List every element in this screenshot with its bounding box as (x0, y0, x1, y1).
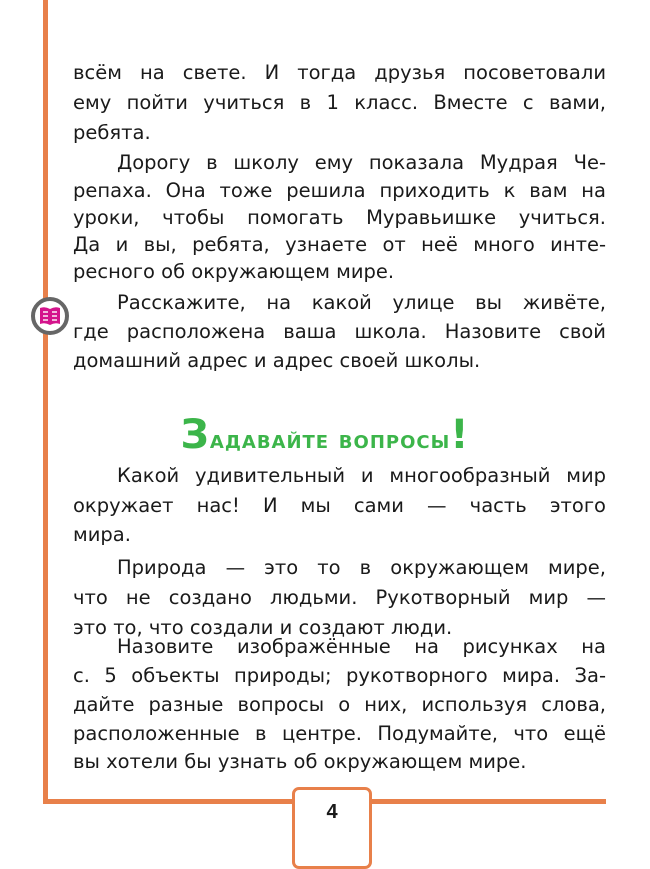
page-number (292, 787, 372, 869)
text-line: это то, что создали и создают люди. (73, 616, 453, 639)
text-line: Дорогу в школу ему показала Мудрая Че- (117, 151, 606, 174)
text-line: всём на свете. И тогда друзья посоветовали (73, 61, 606, 84)
text-line: с. 5 объекты природы; рукотворного мира. За- (73, 664, 606, 687)
heading-initial: З (180, 412, 210, 458)
text-line: что не создано людьми. Рукотворный мир — (73, 586, 606, 609)
text-line: мира. (73, 523, 131, 546)
section-heading (0, 412, 650, 458)
page-number-text: 4 (326, 801, 338, 823)
margin-line (43, 0, 48, 803)
book-icon (31, 297, 69, 335)
text-line: Расскажите, на какой улице вы живёте, (117, 291, 606, 314)
text-line: ресного об окружающем мире. (73, 260, 395, 283)
text-line: вы хотели бы узнать об окружающем мире. (73, 750, 527, 773)
text-line: дайте разные вопросы о них, используя слова, (73, 693, 606, 716)
text-line: репаха. Она тоже решила приходить к вам на (73, 179, 606, 202)
heading-text: адавайте вопросы (209, 425, 451, 454)
text-line: где расположена ваша школа. Назовите свой (73, 320, 606, 343)
text-line: уроки, чтобы помогать Муравьишке учиться. (73, 206, 606, 229)
heading-bang: ! (450, 412, 470, 458)
text-line: домашний адрес и адрес своей школы. (73, 349, 481, 372)
text-line: Назовите изображённые на рисунках на (117, 635, 606, 658)
text-line: Какой удивительный и многообразный мир (117, 464, 606, 487)
text-line: окружает нас! И мы сами — часть этого (73, 494, 606, 517)
text-line: ему пойти учиться в 1 класс. Вместе с вами, (73, 91, 606, 114)
text-line: Природа — это то в окружающем мире, (117, 556, 606, 579)
text-line: расположенные в центре. Подумайте, что ещё (73, 722, 606, 745)
text-line: Да и вы, ребята, узнаете от неё много инте- (73, 233, 606, 256)
text-line: ребята. (73, 121, 151, 144)
